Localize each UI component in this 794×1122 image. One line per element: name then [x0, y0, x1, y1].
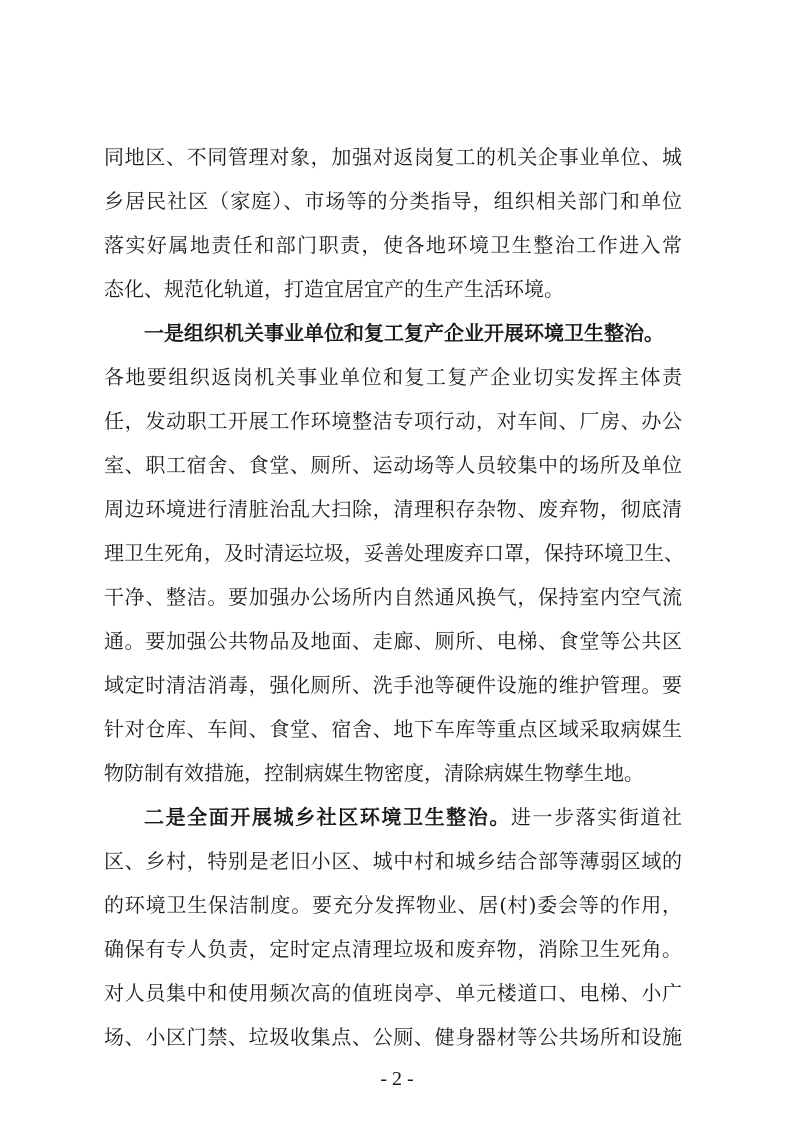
paragraph-line: 对人员集中和使用频次高的值班岗亭、单元楼道口、电梯、小广 [104, 981, 682, 1005]
paragraph-line: 通。要加强公共物品及地面、走廊、厕所、电梯、食堂等公共区 [104, 629, 682, 653]
paragraph-text: 进一步落实街道社 [510, 805, 683, 829]
paragraph-line: 物防制有效措施，控制病媒生物密度，清除病媒生物孳生地。 [104, 761, 644, 785]
paragraph-line: 场、小区门禁、垃圾收集点、公厕、健身器材等公共场所和设施 [104, 1025, 682, 1049]
paragraph-line: 各地要组织返岗机关事业单位和复工复产企业切实发挥主体责 [104, 365, 682, 389]
section-heading-line [144, 318, 664, 348]
section-heading-line [144, 802, 682, 832]
paragraph-line: 的环境卫生保洁制度。要充分发挥物业、居(村)委会等的作用， [104, 893, 682, 917]
paragraph-line: 乡居民社区（家庭）、市场等的分类指导，组织相关部门和单位 [104, 189, 682, 213]
paragraph-line: 针对仓库、车间、食堂、宿舍、地下车库等重点区域采取病媒生 [104, 717, 682, 741]
section-heading: 二是全面开展城乡社区环境卫生整治。 [144, 805, 511, 829]
section-heading: 一是组织机关事业单位和复工复产企业开展环境卫生整治。 [144, 321, 664, 345]
paragraph-line: 域定时清洁消毒，强化厕所、洗手池等硬件设施的维护管理。要 [104, 673, 682, 697]
paragraph-line: 室、职工宿舍、食堂、厕所、运动场等人员较集中的场所及单位 [104, 453, 682, 477]
paragraph-line: 落实好属地责任和部门职责，使各地环境卫生整治工作进入常 [104, 233, 682, 257]
paragraph-line: 区、乡村，特别是老旧小区、城中村和城乡结合部等薄弱区域的 [104, 849, 682, 873]
paragraph-line: 任，发动职工开展工作环境整洁专项行动，对车间、厂房、办公 [104, 409, 682, 433]
paragraph-line: 确保有专人负责，定时定点清理垃圾和废弃物，消除卫生死角。 [104, 937, 682, 961]
paragraph-line: 周边环境进行清脏治乱大扫除，清理积存杂物、废弃物，彻底清 [104, 497, 682, 521]
paragraph-line: 理卫生死角，及时清运垃圾，妥善处理废弃口罩，保持环境卫生、 [104, 541, 684, 565]
paragraph-line: 干净、整洁。要加强办公场所内自然通风换气，保持室内空气流 [104, 585, 682, 609]
paragraph-line: 同地区、不同管理对象，加强对返岗复工的机关企事业单位、城 [104, 145, 682, 169]
paragraph-line: 态化、规范化轨道，打造宜居宜产的生产生活环境。 [104, 277, 564, 301]
page-number: - 2 - [380, 1068, 414, 1090]
